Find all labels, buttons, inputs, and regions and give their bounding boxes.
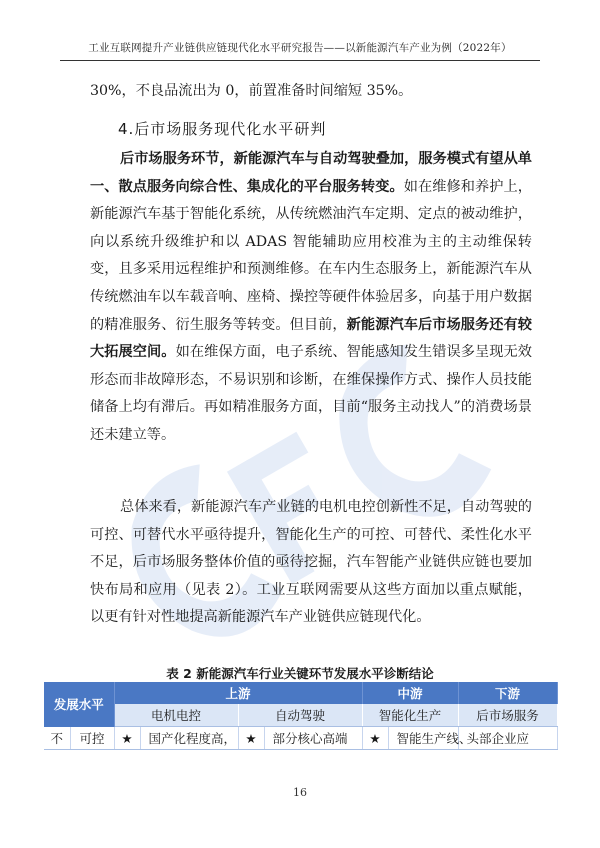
paragraph-text-a: 如在维修和养护上，新能源汽车基于智能化系统，从传统燃油汽车定期、定点的被动维护，向以系统升级维护和以 ADAS 智能辅助应用校准为主的主动维保转变，且多采用远程维护和预测维修。在车内生态服务上，新能源汽车从传统燃油车以车载音响、座椅、操控等硬件体验居多，向基于用户数据的精准服务、衍生服务等转变。但目前， — [90, 178, 532, 333]
subheader-autodrive: 自动驾驶 — [238, 704, 362, 727]
star-icon: ★ — [362, 727, 388, 750]
header-midstream: 中游 — [362, 682, 458, 704]
cell-level-b: 可控 — [70, 727, 114, 750]
star-icon: ★ — [114, 727, 140, 750]
bold-mid: 新能源汽车后市场服务还有较大拓展空间。 — [90, 316, 532, 361]
header-upstream: 上游 — [114, 682, 362, 704]
page-number: 16 — [293, 786, 307, 799]
page-header: 工业互联网提升产业链供应链现代化水平研究报告——以新能源汽车产业为例（2022年） — [88, 42, 512, 54]
table-header-row — [44, 682, 557, 704]
bold-lead: 后市场服务环节，新能源汽车与自动驾驶叠加，服务模式有望从单一、散点服务向综合性、集成化的平台服务转变。 — [90, 151, 532, 195]
cell-smartprod: 智能生产线、 — [388, 727, 458, 750]
cell-motor: 国产化程度高， — [140, 727, 238, 750]
paragraph-summary: 总体来看，新能源汽车产业链的电机电控创新性不足，自动驾驶的可控、可替代水平亟待提升，智能化生产的可控、可替代、柔性化水平不足，后市场服务整体价值的亟待挖掘，汽车智能产业链供应链也要加快布局和应用（见表 2）。工业互联网需要从这些方面加以重点赋能，以更有针对性地提高新能源汽车产业链供应链现代化。 — [90, 499, 532, 626]
table-row — [44, 727, 557, 750]
cell-level-a: 不 — [44, 727, 70, 750]
paragraph-text-b: 如在维保方面，电子系统、智能感知发生错误多呈现无效形态而非故障形态，不易识别和诊断，在维保操作方式、操作人员技能储备上均有滞后。再如精准服务方面，目前“服务主动找人”的消费场景还未建立等。 — [90, 344, 532, 443]
star-icon: ★ — [238, 727, 264, 750]
section-heading: 4.后市场服务现代化水平研判 — [118, 120, 327, 138]
header-divider — [60, 60, 540, 61]
subheader-aftermarket: 后市场服务 — [458, 704, 557, 727]
paragraph-aftermarket — [90, 146, 532, 450]
table-caption: 表 2 新能源汽车行业关键环节发展水平诊断结论 — [166, 666, 434, 681]
diagnosis-table — [44, 682, 558, 750]
table-subheader-row — [44, 704, 557, 727]
header-level: 发展水平 — [44, 682, 114, 727]
subheader-smartprod: 智能化生产 — [362, 704, 458, 727]
cell-autodrive: 部分核心高端 — [264, 727, 362, 750]
cell-aftermarket: 头部企业应 — [458, 727, 557, 750]
subheader-motor: 电机电控 — [114, 704, 238, 727]
paragraph-continued: 30%，不良品流出为 0，前置准备时间缩短 35%。 — [90, 83, 413, 99]
header-downstream: 下游 — [458, 682, 557, 704]
